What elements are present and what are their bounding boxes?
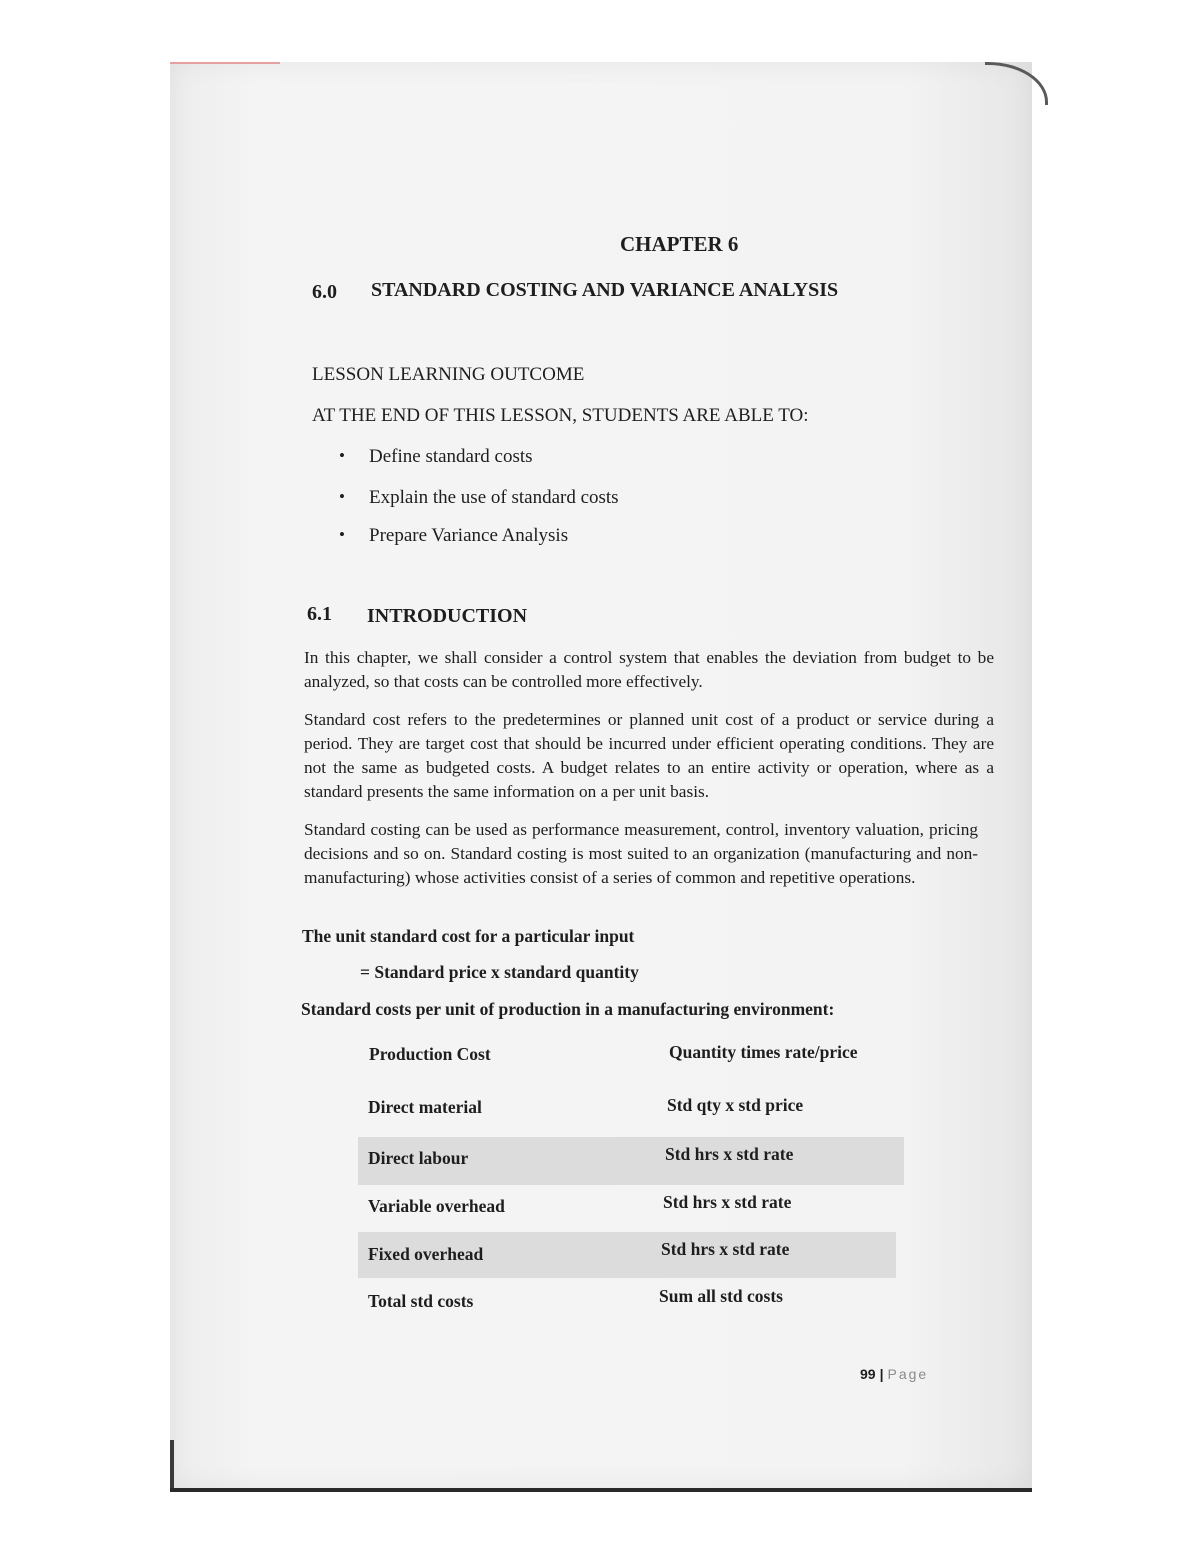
bullet-icon: •	[339, 487, 345, 506]
table-row-3-cost: Variable overhead	[368, 1196, 505, 1216]
bullet-icon: •	[339, 525, 345, 544]
outcome-bullet-2: Explain the use of standard costs	[369, 487, 619, 508]
lesson-outcome-heading: LESSON LEARNING OUTCOME	[312, 364, 585, 385]
table-caption: Standard costs per unit of production in a manufacturing environment:	[301, 999, 835, 1019]
formula-label: The unit standard cost for a particular input	[302, 926, 635, 946]
paragraph-standard-costing-uses: Standard costing can be used as performance measurement, control, inventory valuation, pricing decisions and so on. Standard costing is most suited to an organization (manufacturing and non-manufacturing) whose activities consist of a series of common and repetitive operations.	[304, 820, 978, 887]
lesson-outcome-intro: AT THE END OF THIS LESSON, STUDENTS ARE ABLE TO:	[312, 405, 809, 426]
section-0-number: 6.0	[312, 281, 337, 303]
table-row-4-calc: Std hrs x std rate	[661, 1239, 790, 1259]
formula-equation: = Standard price x standard quantity	[360, 962, 639, 982]
outcome-bullet-3: Prepare Variance Analysis	[369, 525, 569, 546]
bullet-icon: •	[339, 446, 345, 465]
section-1-title: INTRODUCTION	[367, 605, 528, 627]
table-row-4-cost: Fixed overhead	[368, 1244, 484, 1264]
paragraph-intro: In this chapter, we shall consider a control system that enables the deviation from budget to be analyzed, so that costs can be controlled more effectively.	[304, 648, 994, 691]
table-row-1-calc: Std qty x std price	[667, 1095, 804, 1115]
page-word: Page	[887, 1366, 929, 1382]
paper-edge-shadow	[170, 1440, 174, 1488]
table-row-2-cost: Direct labour	[368, 1148, 469, 1168]
page-separator: |	[879, 1366, 884, 1382]
outcome-bullet-1: Define standard costs	[369, 446, 533, 467]
page-number: 99	[860, 1366, 876, 1382]
paragraph-standard-cost: Standard cost refers to the predetermines or planned unit cost of a product or service during a period. They are target cost that should be incurred under efficient operating conditions. They are not the same as budgeted costs. A budget relates to an entire activity or operation, where as a standard presents the same information on a per unit basis.	[304, 710, 994, 801]
chapter-heading: CHAPTER 6	[620, 232, 739, 256]
table-header-quantity-rate: Quantity times rate/price	[669, 1042, 858, 1062]
table-row-1-cost: Direct material	[368, 1097, 482, 1117]
section-1-number: 6.1	[307, 603, 332, 625]
table-row-3-calc: Std hrs x std rate	[663, 1192, 792, 1212]
table-row-5-cost: Total std costs	[368, 1291, 474, 1311]
paper-corner-curl	[985, 62, 1048, 105]
table-row-2-calc: Std hrs x std rate	[665, 1144, 794, 1164]
table-row-5-calc: Sum all std costs	[659, 1286, 783, 1306]
page-footer	[860, 1366, 928, 1384]
section-0-title: STANDARD COSTING AND VARIANCE ANALYSIS	[371, 279, 839, 301]
table-header-production-cost: Production Cost	[369, 1044, 491, 1064]
paper-edge-mark	[170, 62, 280, 64]
